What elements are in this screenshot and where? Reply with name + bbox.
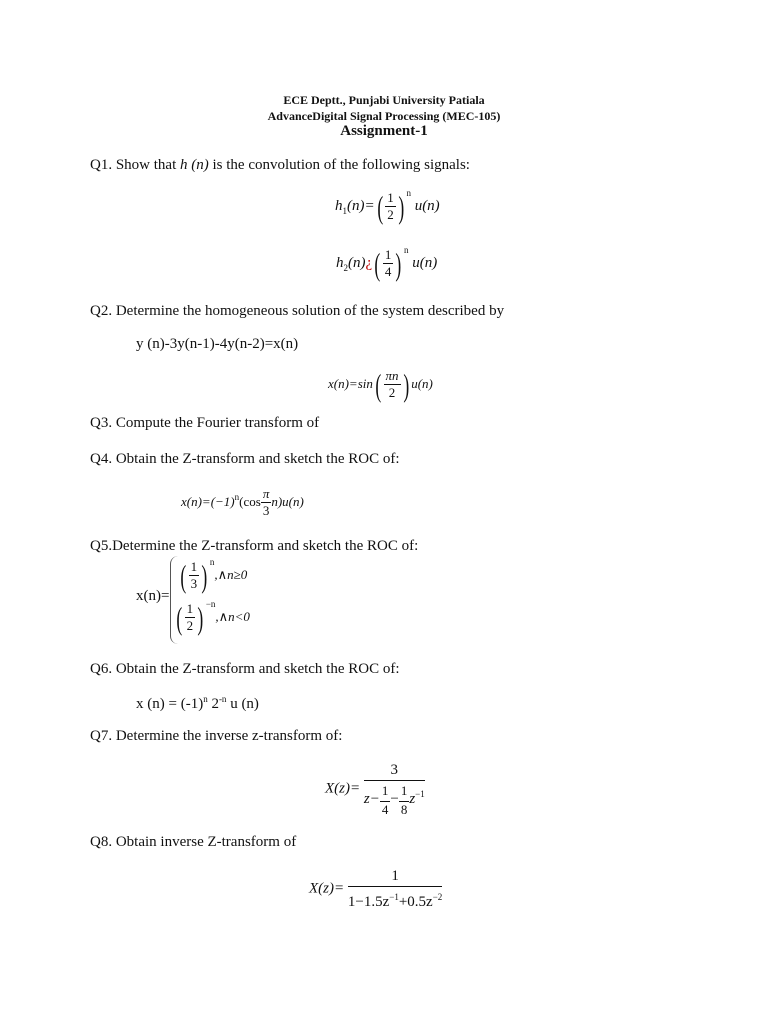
q1-italic: h (n)	[180, 157, 209, 173]
question-3: Q3. Compute the Fourier transform of	[90, 415, 320, 431]
q5-case-1: ( $\frac{1}{3}$ ) $^n$,∧n≥0	[180, 557, 248, 594]
equation-q8	[309, 866, 442, 912]
h2-arg: (n)	[348, 255, 366, 271]
h2-mark: ¿	[365, 255, 373, 271]
question-2: Q2. Determine the homogeneous solution of the system described by	[90, 303, 505, 319]
h2-fraction: $\frac{1}{4}$	[384, 247, 392, 280]
equation-q7	[325, 760, 425, 818]
q6-equation: x $(n) = (-1)^n$ $2^{-n}$ u (n)	[136, 694, 259, 712]
q7-fraction: 3 z− $\frac{1}{4}$ − $\frac{1}{8}$ $z^{-1}$	[363, 762, 425, 817]
q4-fraction: $\frac{\pi}{3}$	[262, 486, 270, 518]
question-6: Q6. Obtain the Z-transform and sketch the ROC of:	[90, 661, 400, 677]
equation-q3: x(n)=sin( $\frac{\pi n}{2}$ ) u(n)	[328, 366, 433, 403]
q5-c2-cond: ,∧n<0	[215, 609, 250, 624]
header-department: ECE Deptt., Punjabi University Patiala	[283, 93, 485, 107]
q4-mid: (cos	[239, 493, 261, 509]
h2-exp: n	[403, 245, 409, 255]
page-title: Assignment-1	[340, 123, 428, 139]
question-7: Q7. Determine the inverse z-transform of:	[90, 728, 343, 744]
q5-c1-cond: ,∧n≥0	[214, 567, 248, 582]
q5-lhs: x(n)=	[136, 588, 170, 604]
question-5: Q5.Determine the Z-transform and sketch the ROC of:	[90, 538, 419, 554]
h1-sub: 1	[342, 206, 347, 216]
h1-exp: n	[406, 188, 411, 198]
h1-arg: (n)=	[347, 198, 375, 214]
question-4: Q4. Obtain the Z-transform and sketch the ROC of:	[90, 451, 400, 467]
h2-sub: 2	[343, 263, 348, 273]
q1-prefix: Q1. Show that	[90, 157, 180, 173]
q7-lhs: X(z)=	[325, 780, 361, 797]
q4-tail: n)u(n)	[271, 493, 304, 509]
q3-fraction: $\frac{\pi n}{2}$	[385, 368, 399, 400]
equation-h1: $h_1(n)=$( $\frac{1}{2}$ ) $^n$ u(n)	[335, 188, 440, 225]
question-1	[90, 157, 470, 174]
q4-lhs: x(n)=(−1)	[181, 493, 235, 509]
q3-lhs: x(n)=sin	[328, 375, 373, 391]
equation-h2: $h_2(n)¿$( $\frac{1}{4}$ ) $^n$ u(n)	[336, 245, 438, 282]
q3-tail: u(n)	[411, 375, 433, 391]
q2-difference-equation: y (n)-3y(n-1)-4y(n-2)=x(n)	[136, 336, 299, 352]
q5-case-2: ( $\frac{1}{2}$ ) $^{-n}$,∧n<0	[176, 599, 250, 636]
question-8: Q8. Obtain inverse Z-transform of	[90, 834, 297, 850]
h1-lhs: h	[335, 198, 343, 214]
q5-c2-exp: −n	[205, 599, 216, 609]
h2-tail: u(n)	[408, 255, 438, 271]
equation-q4	[181, 486, 304, 519]
q8-lhs: X(z)=	[309, 880, 345, 897]
h1-tail: u(n)	[410, 198, 440, 214]
h1-fraction: $\frac{1}{2}$	[387, 190, 394, 223]
q1-suffix: is the convolution of the following signals:	[208, 157, 470, 173]
q8-fraction: $\frac{1}{1-1.5z^{-1}+0.5z^{-2}}$	[347, 868, 443, 910]
q5-c1-exp: n	[209, 557, 215, 567]
q4-exp: n	[234, 491, 240, 502]
h2-lhs: h	[336, 255, 344, 271]
header-course: AdvanceDigital Signal Processing (MEC-105)	[267, 109, 501, 123]
